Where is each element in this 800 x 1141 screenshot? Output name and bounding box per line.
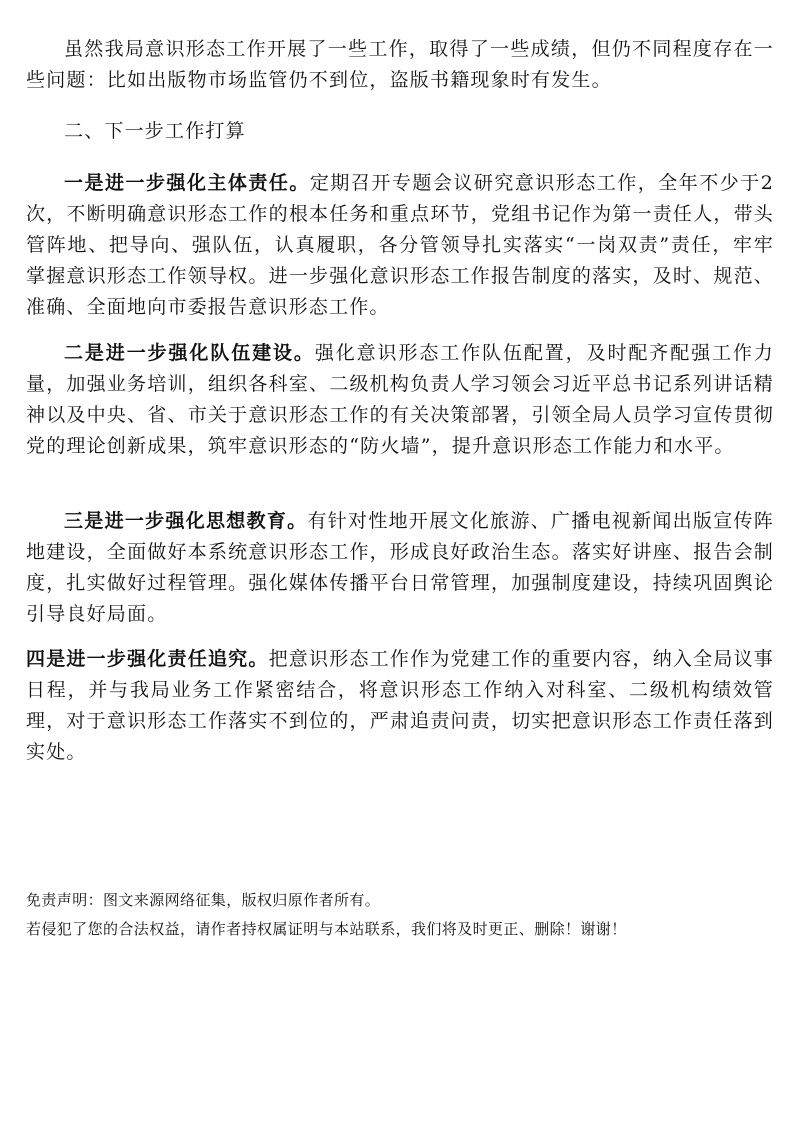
item-lead-3: 三是进一步强化思想教育。: [64, 510, 308, 532]
disclaimer-line-1: 免责声明：图文来源网络征集，版权归原作者所有。: [26, 891, 381, 909]
section-heading: 二、下一步工作打算: [64, 120, 246, 142]
item-paragraph-2: [26, 338, 774, 462]
item-lead-1: 一是进一步强化主体责任。: [64, 172, 310, 194]
item-paragraph-4: [26, 644, 774, 768]
intro-paragraph: [26, 34, 774, 96]
item-body-2: 强化意识形态工作队伍配置，及时配齐配强工作力量，加强业务培训，组织各科室、二级机构负责人学习领会习近平总书记系列讲话精神以及中央、省、市关于意识形态工作的有关决策部署，引领全局人员学习宣传贯彻党的理论创新成果，筑牢意识形态的“防火墙”，提升意识形态工作能力和水平。: [26, 342, 775, 457]
item-lead-4: 四是进一步强化责任追究。: [26, 648, 269, 670]
item-body-1: 定期召开专题会议研究意识形态工作，全年不少于2次，不断明确意识形态工作的根本任务和重点环节，党组书记作为第一责任人，带头管阵地、把导向、强队伍，认真履职，各分管领导扎实落实“一岗双责”责任，牢牢掌握意识形态工作领导权。进一步强化意识形态工作报告制度的落实，及时、规范、准确、全面地向市委报告意识形态工作。: [26, 172, 774, 318]
disclaimer-line-2: 若侵犯了您的合法权益，请作者持权属证明与本站联系，我们将及时更正、删除！谢谢！: [26, 920, 627, 938]
intro-text: 虽然我局意识形态工作开展了一些工作，取得了一些成绩，但仍不同程度存在一些问题：比如出版物市场监管仍不到位，盗版书籍现象时有发生。: [26, 38, 774, 91]
disclaimer: [26, 886, 786, 944]
item-paragraph-1: [26, 168, 774, 323]
item-body-4: 把意识形态工作作为党建工作的重要内容，纳入全局议事日程，并与我局业务工作紧密结合，将意识形态工作纳入对科室、二级机构绩效管理，对于意识形态工作落实不到位的，严肃追责问责，切实把意识形态工作责任落到实处。: [26, 648, 774, 763]
item-paragraph-3: [26, 506, 774, 630]
item-lead-2: 二是进一步强化队伍建设。: [64, 342, 315, 364]
item-body-3: 有针对性地开展文化旅游、广播电视新闻出版宣传阵地建设，全面做好本系统意识形态工作，形成良好政治生态。落实好讲座、报告会制度，扎实做好过程管理。强化媒体传播平台日常管理，加强制度建设，持续巩固舆论引导良好局面。: [26, 510, 775, 625]
